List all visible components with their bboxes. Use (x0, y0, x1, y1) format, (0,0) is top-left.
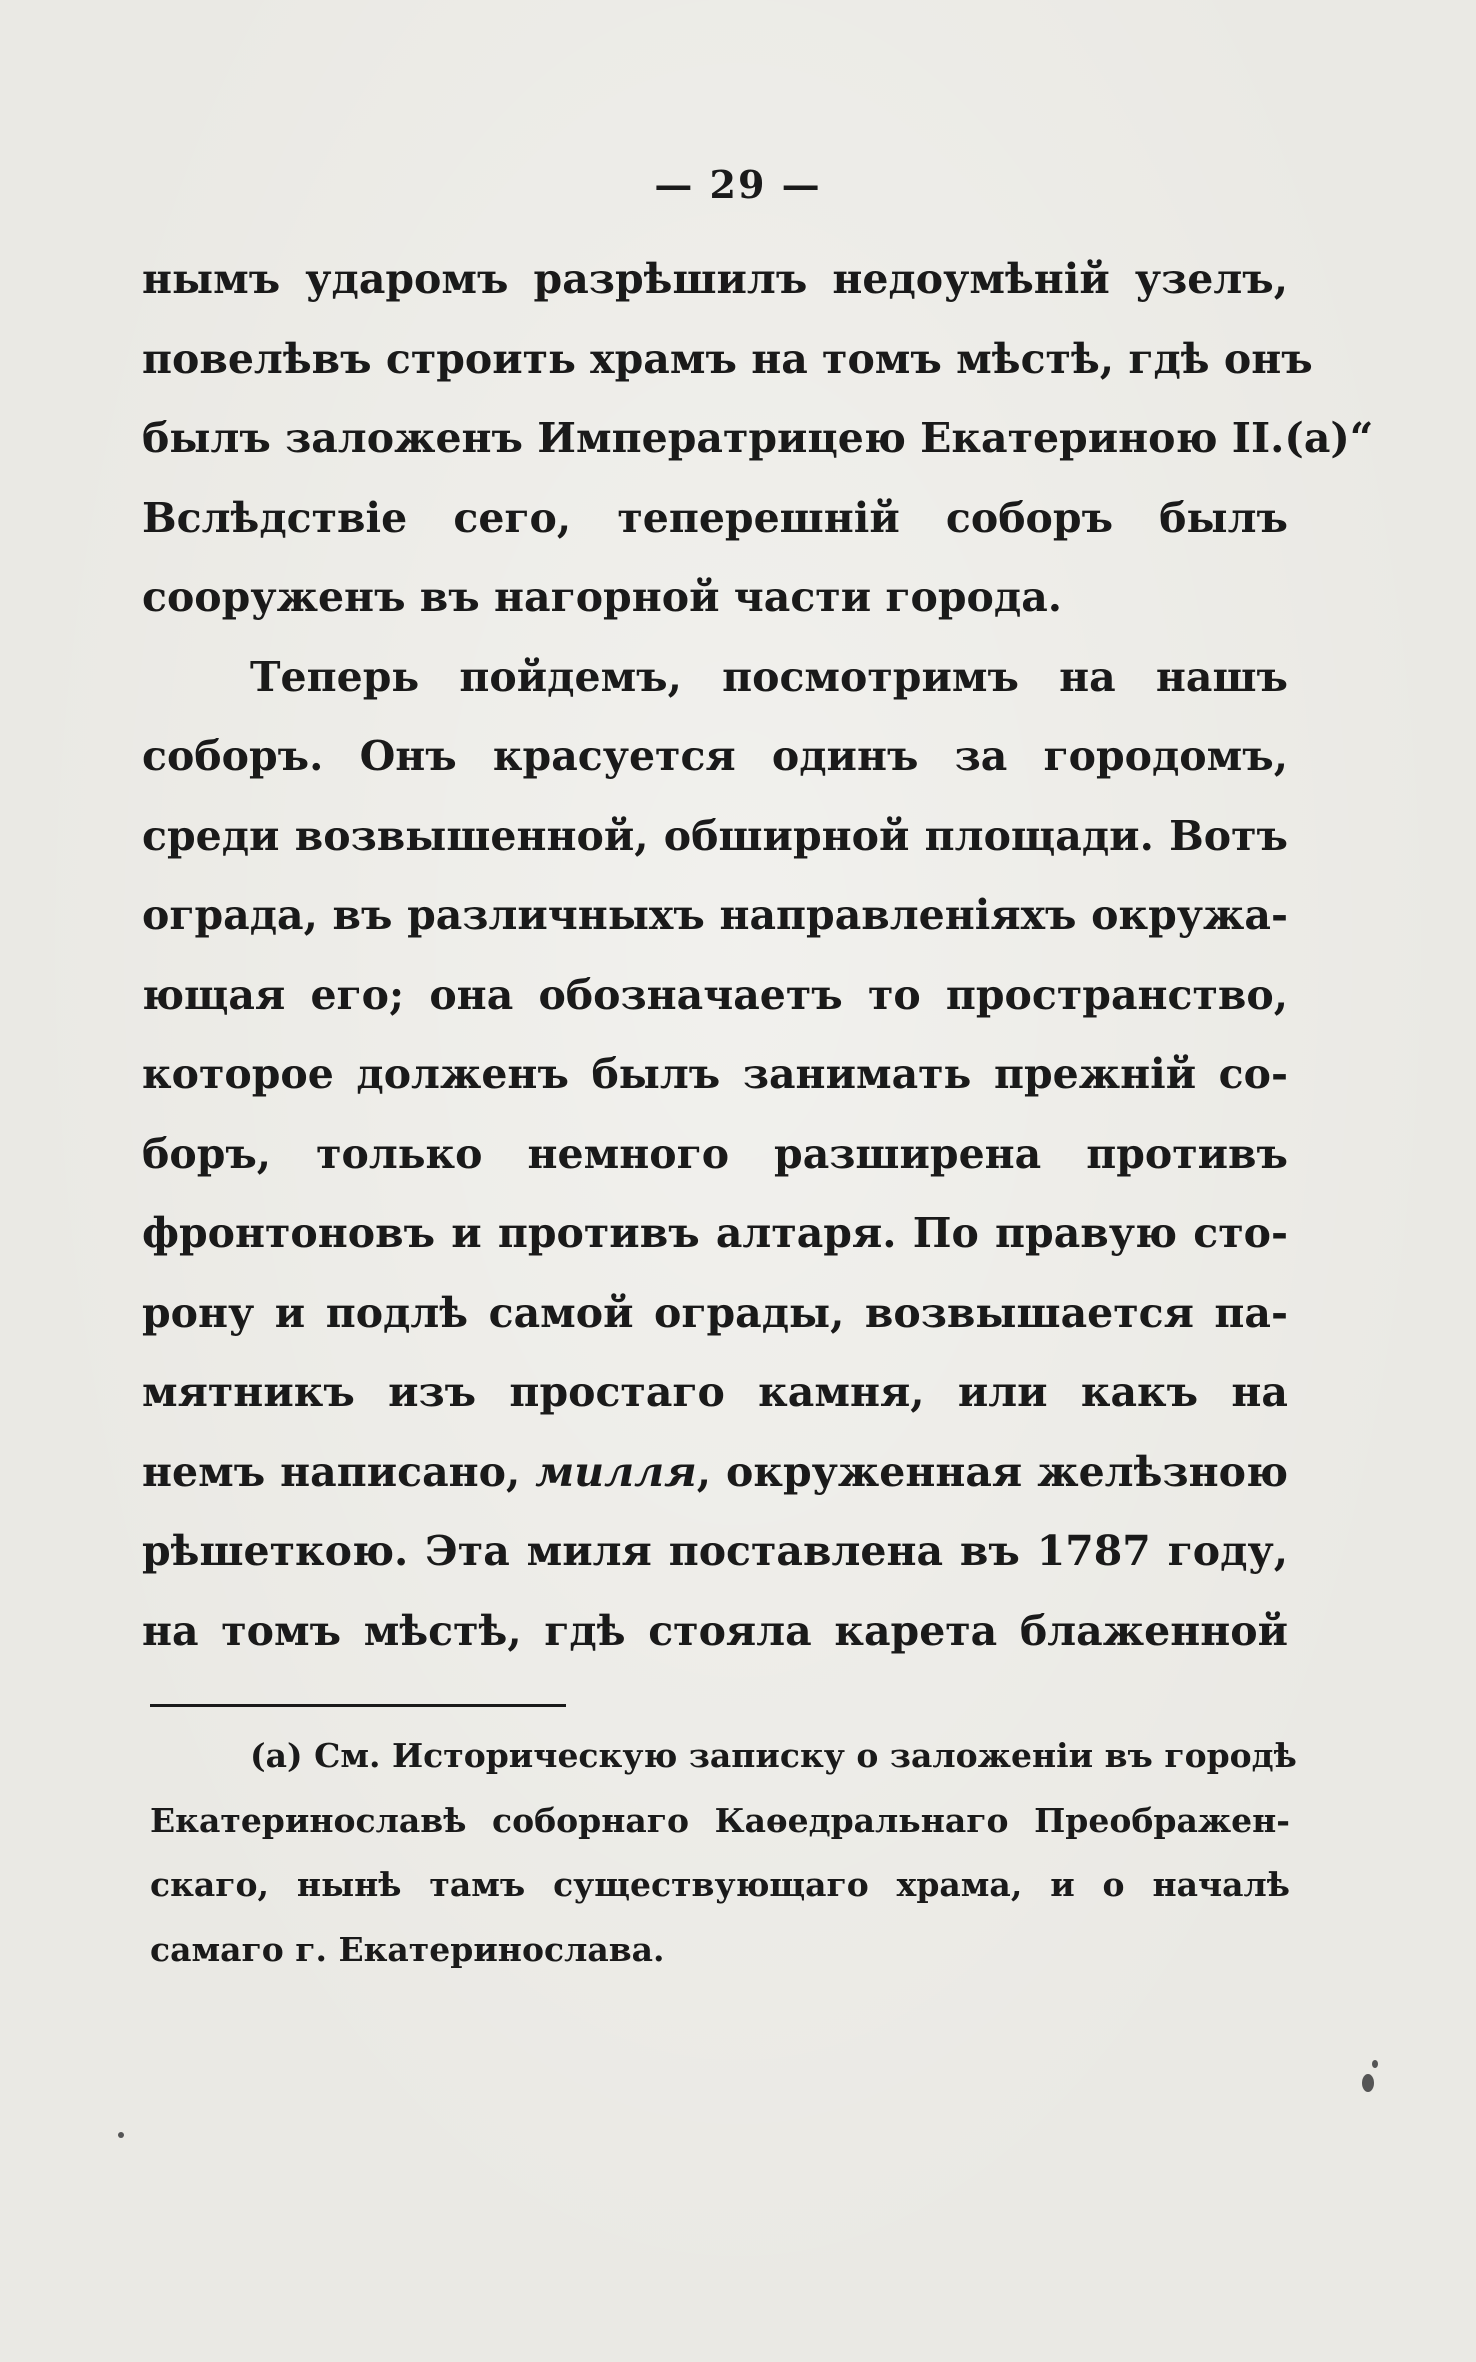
footnote-line: Екатеринославѣ соборнаго Каѳедральнаго Преображен- (150, 1800, 1290, 1840)
text-line: мятникъ изъ простаго камня, или какъ на (142, 1368, 1288, 1416)
text-line: рѣшеткою. Эта миля поставлена въ 1787 году, (142, 1527, 1288, 1575)
footnote-line: скаго, нынѣ тамъ существующаго храма, и о началѣ (150, 1865, 1290, 1904)
text-line: сооруженъ въ нагорной части города. (142, 573, 1063, 621)
paper-speck (1372, 2060, 1378, 2068)
text-line: соборъ. Онъ красуется одинъ за городомъ, (142, 732, 1288, 780)
text-line: былъ заложенъ Императрицею Екатериною II.(а)“ (142, 414, 1374, 462)
text-segment: немъ написано, (142, 1447, 521, 1496)
text-line: ограда, въ различныхъ направленіяхъ окружа- (142, 891, 1288, 939)
text-line: боръ, только немного разширена противъ (142, 1129, 1288, 1178)
text-line: нымъ ударомъ разрѣшилъ недоумѣній узелъ, (142, 255, 1288, 303)
paper-speck (1362, 2074, 1374, 2092)
footnote (150, 1724, 1297, 1982)
italic-word: милля (535, 1447, 697, 1496)
text-line: на томъ мѣстѣ, гдѣ стояла карета блаженной (142, 1606, 1288, 1655)
text-line-with-italic (142, 1433, 1288, 1513)
footnote-rule (150, 1704, 566, 1707)
page-number: — 29 — (654, 162, 822, 207)
text-line: Вслѣдствіе сего, теперешній соборъ былъ (142, 493, 1288, 542)
text-line: ющая его; она обозначаетъ то пространство, (142, 970, 1288, 1019)
text-line: которое долженъ былъ занимать прежній со- (142, 1050, 1288, 1098)
text-line: повелѣвъ строить храмъ на томъ мѣстѣ, гдѣ онъ (142, 334, 1313, 383)
text-line: среди возвышенной, обширной площади. Вотъ (142, 811, 1288, 860)
main-text (142, 240, 1374, 1671)
text-line: фронтоновъ и противъ алтаря. По правую сто- (142, 1209, 1288, 1257)
text-line: Теперь пойдемъ, посмотримъ на нашъ (250, 652, 1288, 701)
text-line: рону и подлѣ самой ограды, возвышается па- (142, 1288, 1288, 1337)
text-segment: окруженная желѣзною (725, 1447, 1288, 1496)
paper-speck (118, 2132, 124, 2138)
comma: , (696, 1447, 711, 1496)
footnote-line: самаго г. Екатеринослава. (150, 1929, 665, 1969)
footnote-line: (а) См. Историческую записку о заложеніи въ городѣ (250, 1736, 1297, 1775)
